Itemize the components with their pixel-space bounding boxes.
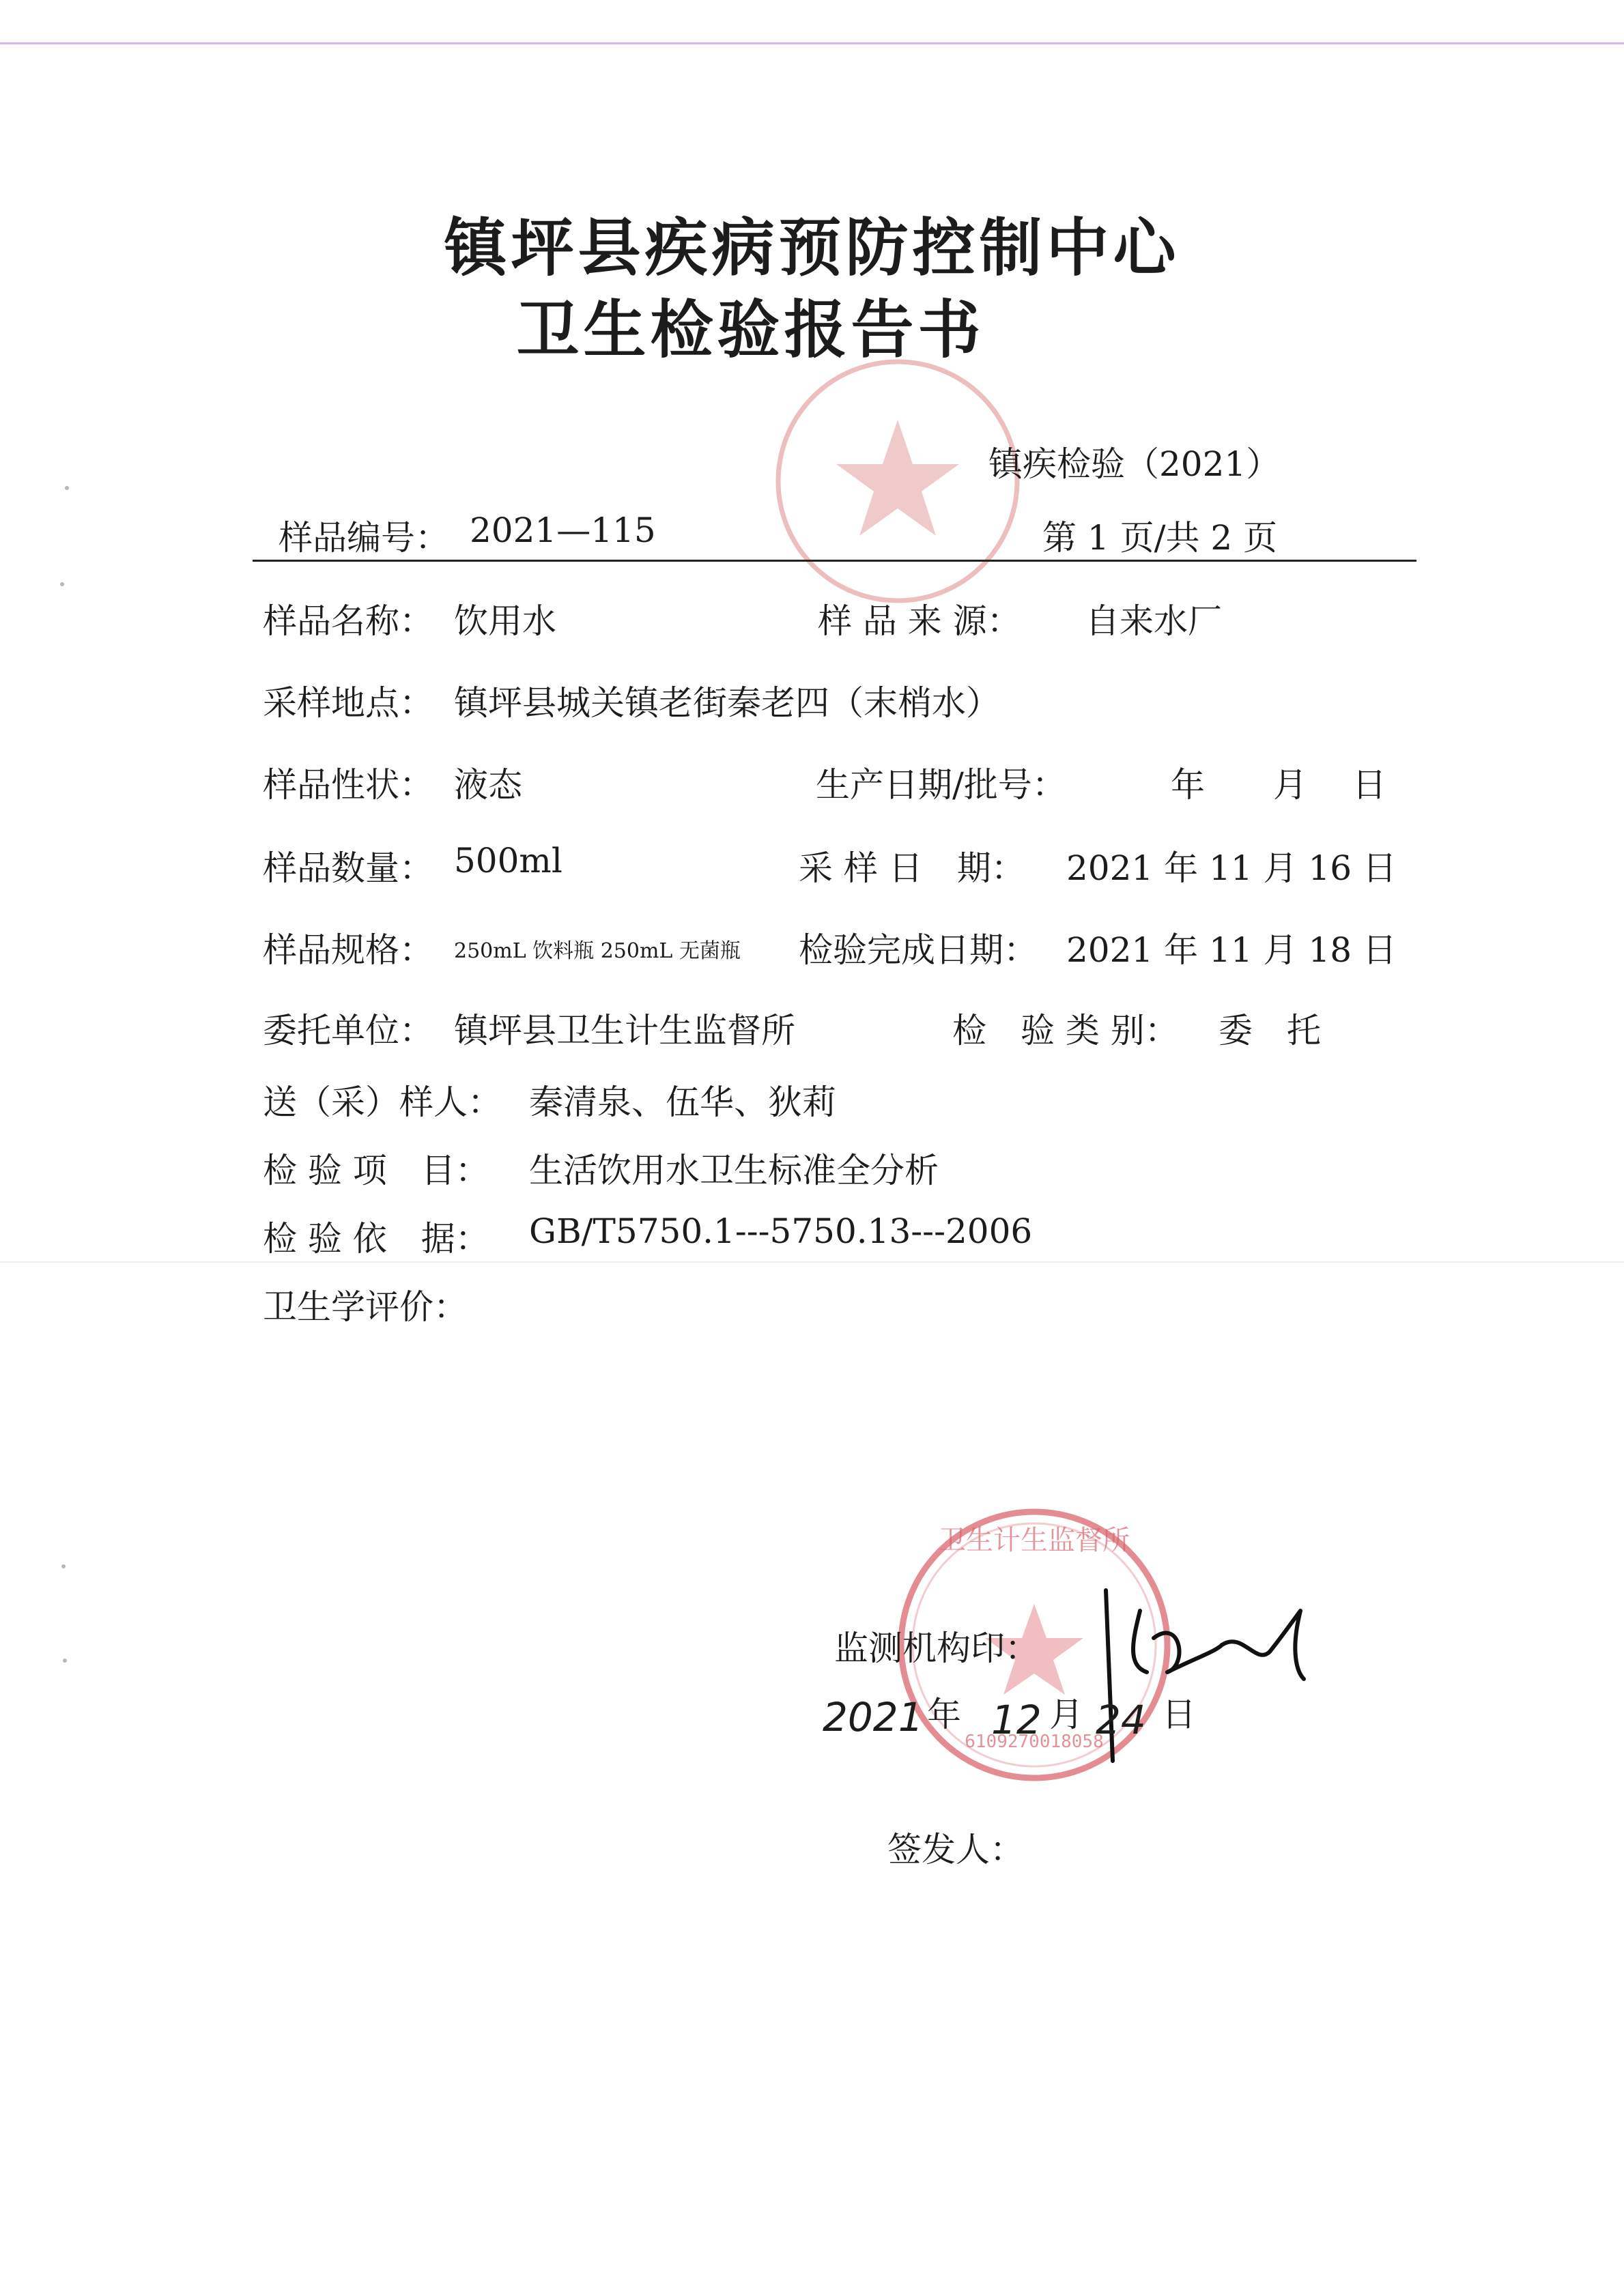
client-value: 镇坪县卫生计生监督所 bbox=[454, 1011, 795, 1050]
scan-speck bbox=[60, 582, 64, 586]
sender-value: 秦清泉、伍华、狄莉 bbox=[529, 1082, 836, 1122]
test-basis-value: GB/T5750.1---5750.13---2006 bbox=[529, 1211, 1033, 1251]
issuer-label: 签发人： bbox=[887, 1830, 1024, 1869]
scan-speck bbox=[63, 1659, 67, 1663]
sample-source-value: 自来水厂 bbox=[1085, 601, 1222, 641]
sender-label: 送（采）样人： bbox=[263, 1082, 502, 1122]
batch-value: 年 月 日 bbox=[1171, 765, 1386, 805]
page-info: 第 1 页/共 2 页 bbox=[1042, 518, 1278, 558]
seal-label: 监测机构印： bbox=[834, 1628, 1039, 1668]
sample-no-label: 样品编号： bbox=[279, 518, 449, 558]
report-number: 镇疾检验（2021） bbox=[988, 444, 1281, 484]
sample-source-label: 样 品 来 源： bbox=[818, 601, 1021, 641]
scan-speck bbox=[65, 486, 69, 490]
handwritten-signature-icon bbox=[1085, 1570, 1317, 1777]
category-value: 委 托 bbox=[1219, 1011, 1321, 1050]
handwritten-day: 24 bbox=[1096, 1697, 1146, 1743]
sample-quantity-value: 500ml bbox=[454, 841, 562, 880]
seal-number: 6109270018058 bbox=[965, 1732, 1104, 1752]
sample-no-value: 2021—115 bbox=[470, 511, 656, 550]
test-item-label: 检 验 项 目： bbox=[263, 1151, 489, 1190]
report-title: 卫生检验报告书 bbox=[516, 293, 985, 367]
sample-name-value: 饮用水 bbox=[454, 601, 556, 641]
batch-label: 生产日期/批号： bbox=[816, 765, 1066, 805]
scan-speck bbox=[61, 1564, 66, 1568]
sampling-location-value: 镇坪县城关镇老街秦老四（末梢水） bbox=[454, 683, 1000, 723]
sample-state-value: 液态 bbox=[454, 765, 522, 805]
scan-line bbox=[0, 1261, 1624, 1263]
handwritten-year: 2021 bbox=[823, 1694, 924, 1740]
handwritten-month: 12 bbox=[991, 1697, 1042, 1743]
sampling-date-label: 采 样 日 期： bbox=[799, 848, 1025, 888]
date-year-label: 年 bbox=[927, 1695, 961, 1734]
finish-date-value: 2021 年 11 月 18 日 bbox=[1066, 930, 1397, 970]
sampling-location-label: 采样地点： bbox=[263, 683, 433, 723]
org-title: 镇坪县疾病预防控制中心 bbox=[444, 212, 1180, 285]
client-label: 委托单位： bbox=[263, 1011, 433, 1050]
date-day-label: 日 bbox=[1162, 1695, 1196, 1734]
sample-spec-label: 样品规格： bbox=[263, 930, 433, 970]
evaluation-label: 卫生学评价： bbox=[263, 1287, 468, 1327]
sample-name-label: 样品名称： bbox=[263, 601, 433, 641]
sampling-date-value: 2021 年 11 月 16 日 bbox=[1066, 848, 1397, 888]
sample-spec-value: 250mL 饮料瓶 250mL 无菌瓶 bbox=[454, 939, 741, 963]
header-divider bbox=[253, 560, 1416, 562]
category-label: 检 验 类 别： bbox=[952, 1011, 1179, 1050]
date-month-label: 月 bbox=[1049, 1695, 1083, 1734]
sample-quantity-label: 样品数量： bbox=[263, 848, 433, 888]
test-basis-label: 检 验 依 据： bbox=[263, 1219, 489, 1259]
finish-date-label: 检验完成日期： bbox=[799, 930, 1038, 970]
seal-text: 卫生计生监督所 bbox=[939, 1525, 1130, 1556]
sample-state-label: 样品性状： bbox=[263, 765, 433, 805]
test-item-value: 生活饮用水卫生标准全分析 bbox=[529, 1151, 939, 1190]
top-border-line bbox=[0, 42, 1624, 44]
